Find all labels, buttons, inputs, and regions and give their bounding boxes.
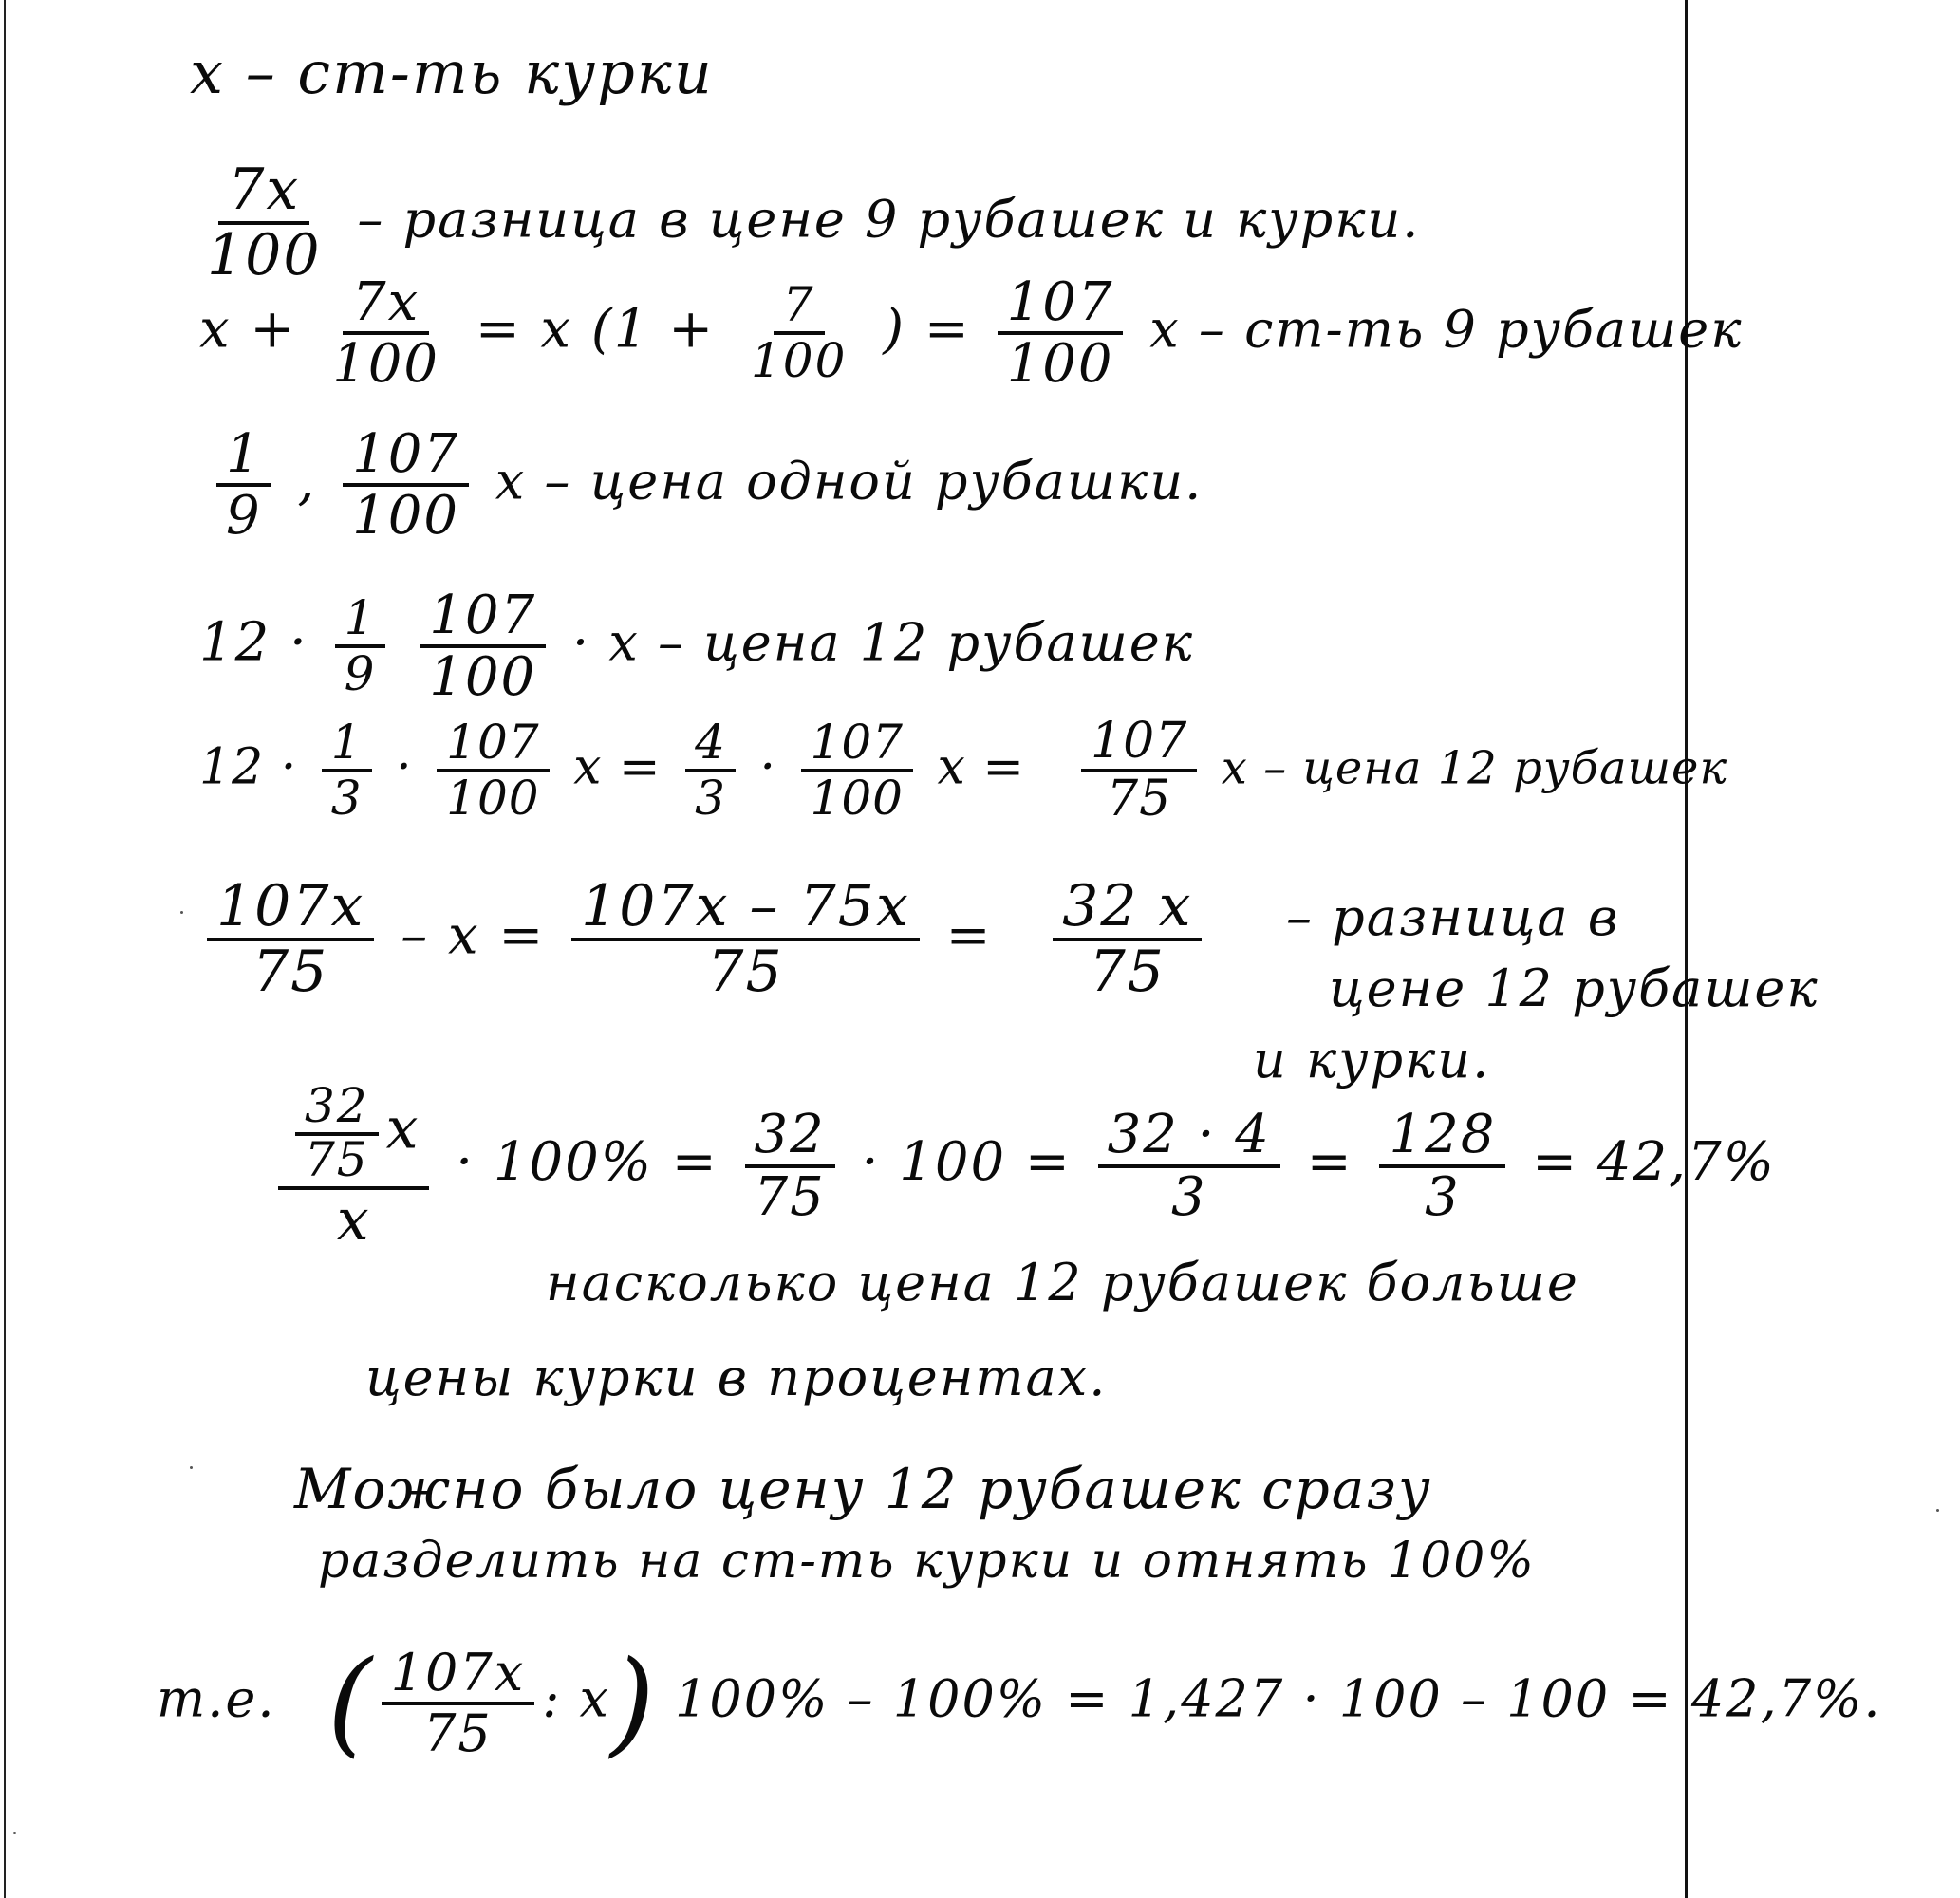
right-paren: ): [610, 1637, 657, 1769]
fraction: $\frac{107}{100}$: [343, 427, 469, 543]
line-alternative-formula: [157, 1637, 1882, 1769]
expr-part: : x: [542, 1668, 611, 1729]
expr-part: – x =: [401, 904, 546, 967]
expr-part: т.е.: [157, 1668, 276, 1729]
result-value: = 42,7%: [1532, 1131, 1776, 1194]
line-percent-calculation: [271, 1078, 1776, 1254]
scan-speck: [190, 1466, 193, 1469]
expr-part: · 100% =: [456, 1131, 719, 1194]
fraction: $\frac{107}{100}$: [437, 718, 549, 823]
line-definition: [190, 38, 714, 107]
alternative-note: разделить на ст-ть курки и отнять 100%: [318, 1533, 1536, 1590]
explanation-text: – разница в: [1286, 887, 1620, 947]
compound-fraction: $\frac{32}{75}$ x x: [278, 1082, 429, 1250]
explanation-text: и курки.: [1253, 1030, 1491, 1089]
expr-part: = x (1 +: [475, 298, 716, 361]
alternative-note: Можно было цену 12 рубашек сразу: [294, 1457, 1432, 1521]
line-twelve-shirts-simplified: [199, 713, 1728, 828]
scan-speck: [13, 1832, 16, 1834]
variable-x: x: [190, 38, 225, 107]
expr-part: x =: [573, 738, 662, 796]
expr-part: ·: [759, 738, 776, 796]
explanation-text: насколько цена 12 рубашек больше: [546, 1253, 1579, 1312]
fraction: $\frac{7x}{100}$: [332, 271, 440, 396]
fraction: $\frac{7x}{100}$: [207, 157, 322, 289]
expr-part: x =: [937, 738, 1025, 796]
line-difference-twelve: [199, 873, 1209, 1006]
fraction: $\frac{107x - 75x}{75}$: [571, 878, 920, 1001]
explanation-text: · x – цена 12 рубашек: [572, 612, 1194, 673]
fraction: $\frac{32 \cdot 4}{3}$: [1098, 1107, 1280, 1223]
fraction: $\frac{1}{3}$: [322, 718, 372, 823]
explanation-text: – разница в цене 9 рубашек и курки.: [357, 189, 1421, 250]
expr-part: 12 ·: [199, 738, 298, 796]
fraction: $\frac{4}{3}$: [685, 718, 736, 823]
line-difference: [190, 157, 1421, 289]
expr-part: ,: [297, 450, 317, 512]
line-one-shirt-price: [209, 423, 1204, 548]
scan-speck: [1936, 1509, 1939, 1512]
fraction: $\frac{107x}{75}$: [207, 878, 374, 1001]
explanation-text: цены курки в процентах.: [365, 1348, 1108, 1407]
line-nine-shirts-cost: [199, 271, 1744, 396]
line-twelve-shirts-price: [199, 585, 1194, 709]
expr-part: 100% – 100% = 1,427 · 100 – 100 = 42,7%.: [675, 1668, 1882, 1729]
fraction: $\frac{32}{75}$: [745, 1107, 835, 1223]
explanation-text: x – цена 12 рубашек: [1221, 741, 1728, 795]
fraction: $\frac{128}{3}$: [1379, 1107, 1505, 1223]
expr-part: x +: [199, 298, 297, 361]
expr-part: =: [1306, 1131, 1353, 1194]
explanation-text: x – цена одной рубашки.: [495, 451, 1204, 512]
expr-part: =: [945, 904, 993, 967]
expr-part: · 100 =: [861, 1131, 1072, 1194]
explanation-text: цене 12 рубашек: [1329, 958, 1820, 1018]
expr-part: ·: [396, 738, 413, 796]
scan-speck: [180, 911, 183, 914]
fraction: $\frac{32 x}{75}$: [1053, 878, 1202, 1001]
fraction: $\frac{107}{100}$: [998, 275, 1124, 391]
fraction: $\frac{7}{100}$: [750, 277, 848, 389]
page-left-edge: [4, 0, 6, 1898]
expr-part: ) =: [883, 298, 971, 361]
fraction: $\frac{32}{75}$: [295, 1082, 379, 1184]
definition-text: – ст-ть курки: [245, 38, 714, 107]
fraction: $\frac{107x}{75}$: [382, 1647, 535, 1758]
fraction: $\frac{1}{9}$: [335, 594, 386, 698]
explanation-text: x – ст-ть 9 рубашек: [1149, 299, 1744, 360]
fraction: $\frac{107}{75}$: [1081, 716, 1197, 825]
fraction: $\frac{107}{100}$: [801, 718, 913, 823]
left-paren: (: [327, 1637, 374, 1769]
expr-part: 12 ·: [199, 611, 308, 674]
fraction: $\frac{1}{9}$: [216, 427, 271, 543]
fraction: $\frac{107}{100}$: [420, 588, 546, 704]
